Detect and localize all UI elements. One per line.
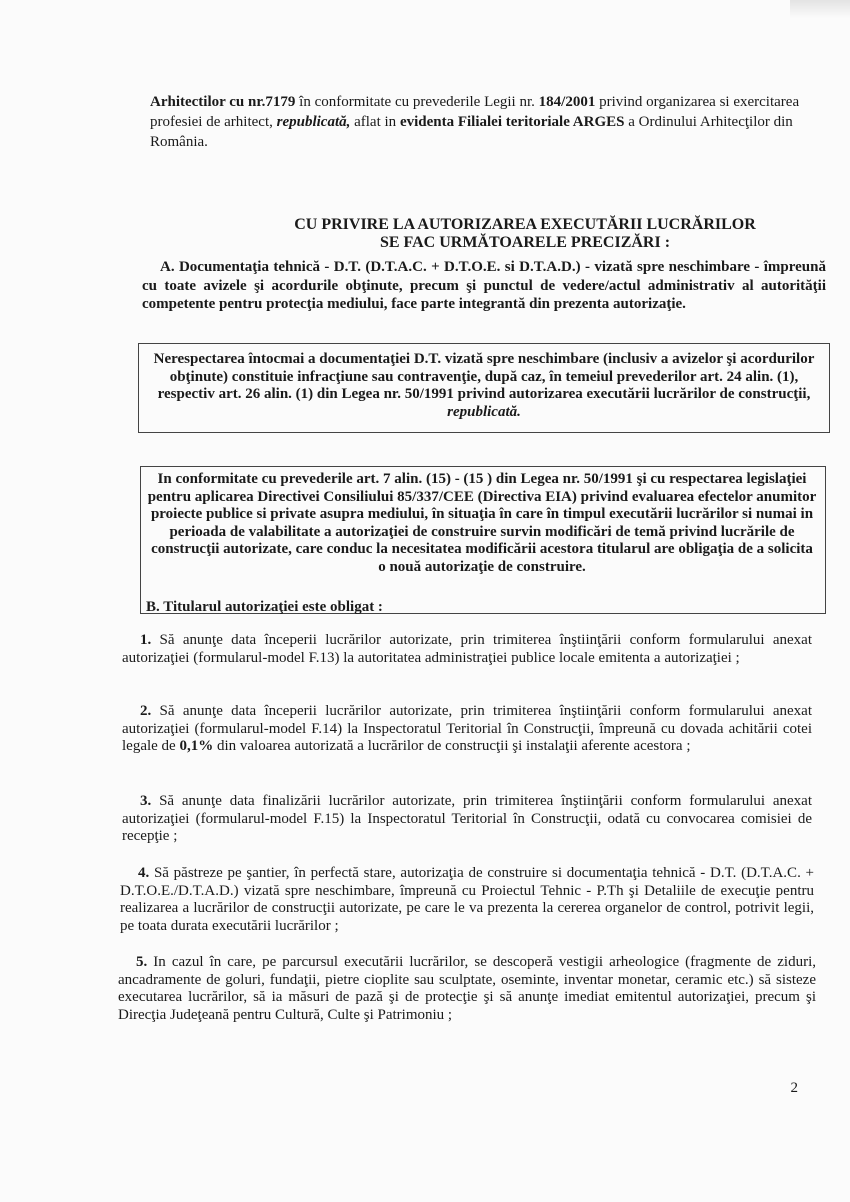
box1-republicata: republicată.: [447, 403, 521, 420]
filiala-text: evidenta Filialei teritoriale ARGES: [399, 114, 625, 130]
item-number: 3.: [140, 793, 152, 809]
law-number: 184/2001: [538, 94, 596, 110]
item-text: In cazul în care, pe parcursul executării lucrărilor, se descoperă vestigii arheologice (fragmente de ziduri, ancadramente de goluri, fundaţii, pietre cioplite sau sculptate, oseminte, inventar monetar, ceramic etc.) să sisteze executarea lucrărilor, să ia măsuri de pază şi de protecţie şi să anunţe imediat emitentul autorizaţiei, precum şi Direcţia Judeţeană pentru Cultură, Culte şi Patrimoniu ;: [118, 954, 816, 1023]
notice-box-2-text: In conformitate cu prevederile art. 7 alin. (15) - (15 ) din Legea nr. 50/1991 şi cu respectarea legislaţiei pentru aplicarea Directivei Consiliului 85/337/CEE (Directiva EIA) privind evaluarea efectelor anumitor proiecte publice si private asupra mediului, în situaţia în care în timpul executării lucrărilor si numai in perioada de valabilitate a autorizaţiei de construire survin modificări de temă privind lucrările de construcţii autorizate, care conduc la necesitatea modificării acestora titularul are obligaţia de a solicita o nouă autorizaţie de construire.: [147, 471, 817, 575]
section-a-paragraph: A. Documentaţia tehnică - D.T. (D.T.A.C. + D.T.O.E. si D.T.A.D.) - vizată spre neschimbare - împreună cu toate avizele şi acordurile obţinute, precum şi punctul de vedere/actul administrativ al autorităţii competente pentru protecţia mediului, face parte integrantă din prezenta autorizaţie.: [142, 259, 826, 312]
item-text: din valoarea autorizată a lucrărilor de construcţii şi instalaţii aferente acestora ;: [213, 738, 691, 754]
heading-line-1: CU PRIVIRE LA AUTORIZAREA EXECUTĂRII LUCRĂRILOR: [294, 216, 756, 233]
section-heading: [230, 216, 820, 252]
republicata-text: republicată,: [276, 114, 351, 130]
item-number: 1.: [140, 632, 152, 648]
intro-text: aflat in: [350, 114, 400, 130]
obligation-item-5: [118, 954, 816, 1024]
item-number: 5.: [136, 954, 148, 970]
section-b-title: B. Titularul autorizaţiei este obligat :: [146, 599, 383, 615]
intro-text: privind organizarea si exercitarea profesiei de arhitect,: [150, 94, 800, 130]
item-text: Să anunţe data începerii lucrărilor autorizate, prin trimiterea înştiinţării conform formularului anexat autorizaţiei (formularul-model F.14) la Inspectoratul Teritorial în Construcţii, împreună cu dovada achitării cotei legale de: [122, 703, 812, 754]
item-number: 2.: [140, 703, 152, 719]
intro-text: în conformitate cu prevederile Legii nr.: [295, 94, 539, 110]
obligation-item-3: [122, 793, 812, 846]
box1-body: Nerespectarea întocmai a documentaţiei D.T. vizată spre neschimbare (inclusiv a avizelor şi acordurilor obţinute) constituie infracţiune sau contravenţie, după caz, în temeiul prevederilor art. 24 alin. (1), respectiv art. 26 alin. (1) din Legea nr. 50/1991 privind autorizarea executării lucrărilor de construcţii,: [153, 351, 815, 402]
obligation-item-4: [120, 865, 814, 935]
cota-percent: 0,1%: [179, 738, 214, 754]
intro-paragraph: [150, 92, 832, 152]
obligation-item-1: [122, 632, 812, 667]
page-number: 2: [790, 1080, 798, 1096]
intro-text: a Ordinului Arhitecţilor din România.: [150, 114, 793, 150]
notice-box-1-text: [146, 351, 822, 421]
item-text: Să anunţe data finalizării lucrărilor autorizate, prin trimiterea înştiinţării conform formularului anexat autorizaţiei (formularul-model F.15) la Inspectoratul Teritorial în Construcţii, odată cu convocarea comisiei de recepţie ;: [122, 793, 812, 844]
architect-registration: Arhitectilor cu nr.7179: [150, 94, 296, 110]
heading-line-2: SE FAC URMĂTOARELE PRECIZĂRI :: [379, 234, 671, 251]
item-text: Să anunţe data începerii lucrărilor autorizate, prin trimiterea înştiinţării conform formularului anexat autorizaţiei (formularul-model F.13) la autoritatea administraţiei publice locale emitenta a autorizaţiei ;: [122, 632, 812, 666]
item-text: Să păstreze pe şantier, în perfectă stare, autorizaţia de construire si documentaţia tehnică - D.T. (D.T.A.C. + D.T.O.E./D.T.A.D.) vizată spre neschimbare, împreună cu Proiectul Tehnic - P.Th şi Detaliile de execuţie pentru realizarea a lucrărilor de construcţii autorizate, pe care le va prezenta la cererea organelor de control, potrivit legii, pe toata durata executării lucrărilor ;: [120, 865, 814, 934]
obligation-item-2: [122, 703, 812, 756]
item-number: 4.: [138, 865, 150, 881]
scan-edge-shadow: [790, 0, 850, 18]
